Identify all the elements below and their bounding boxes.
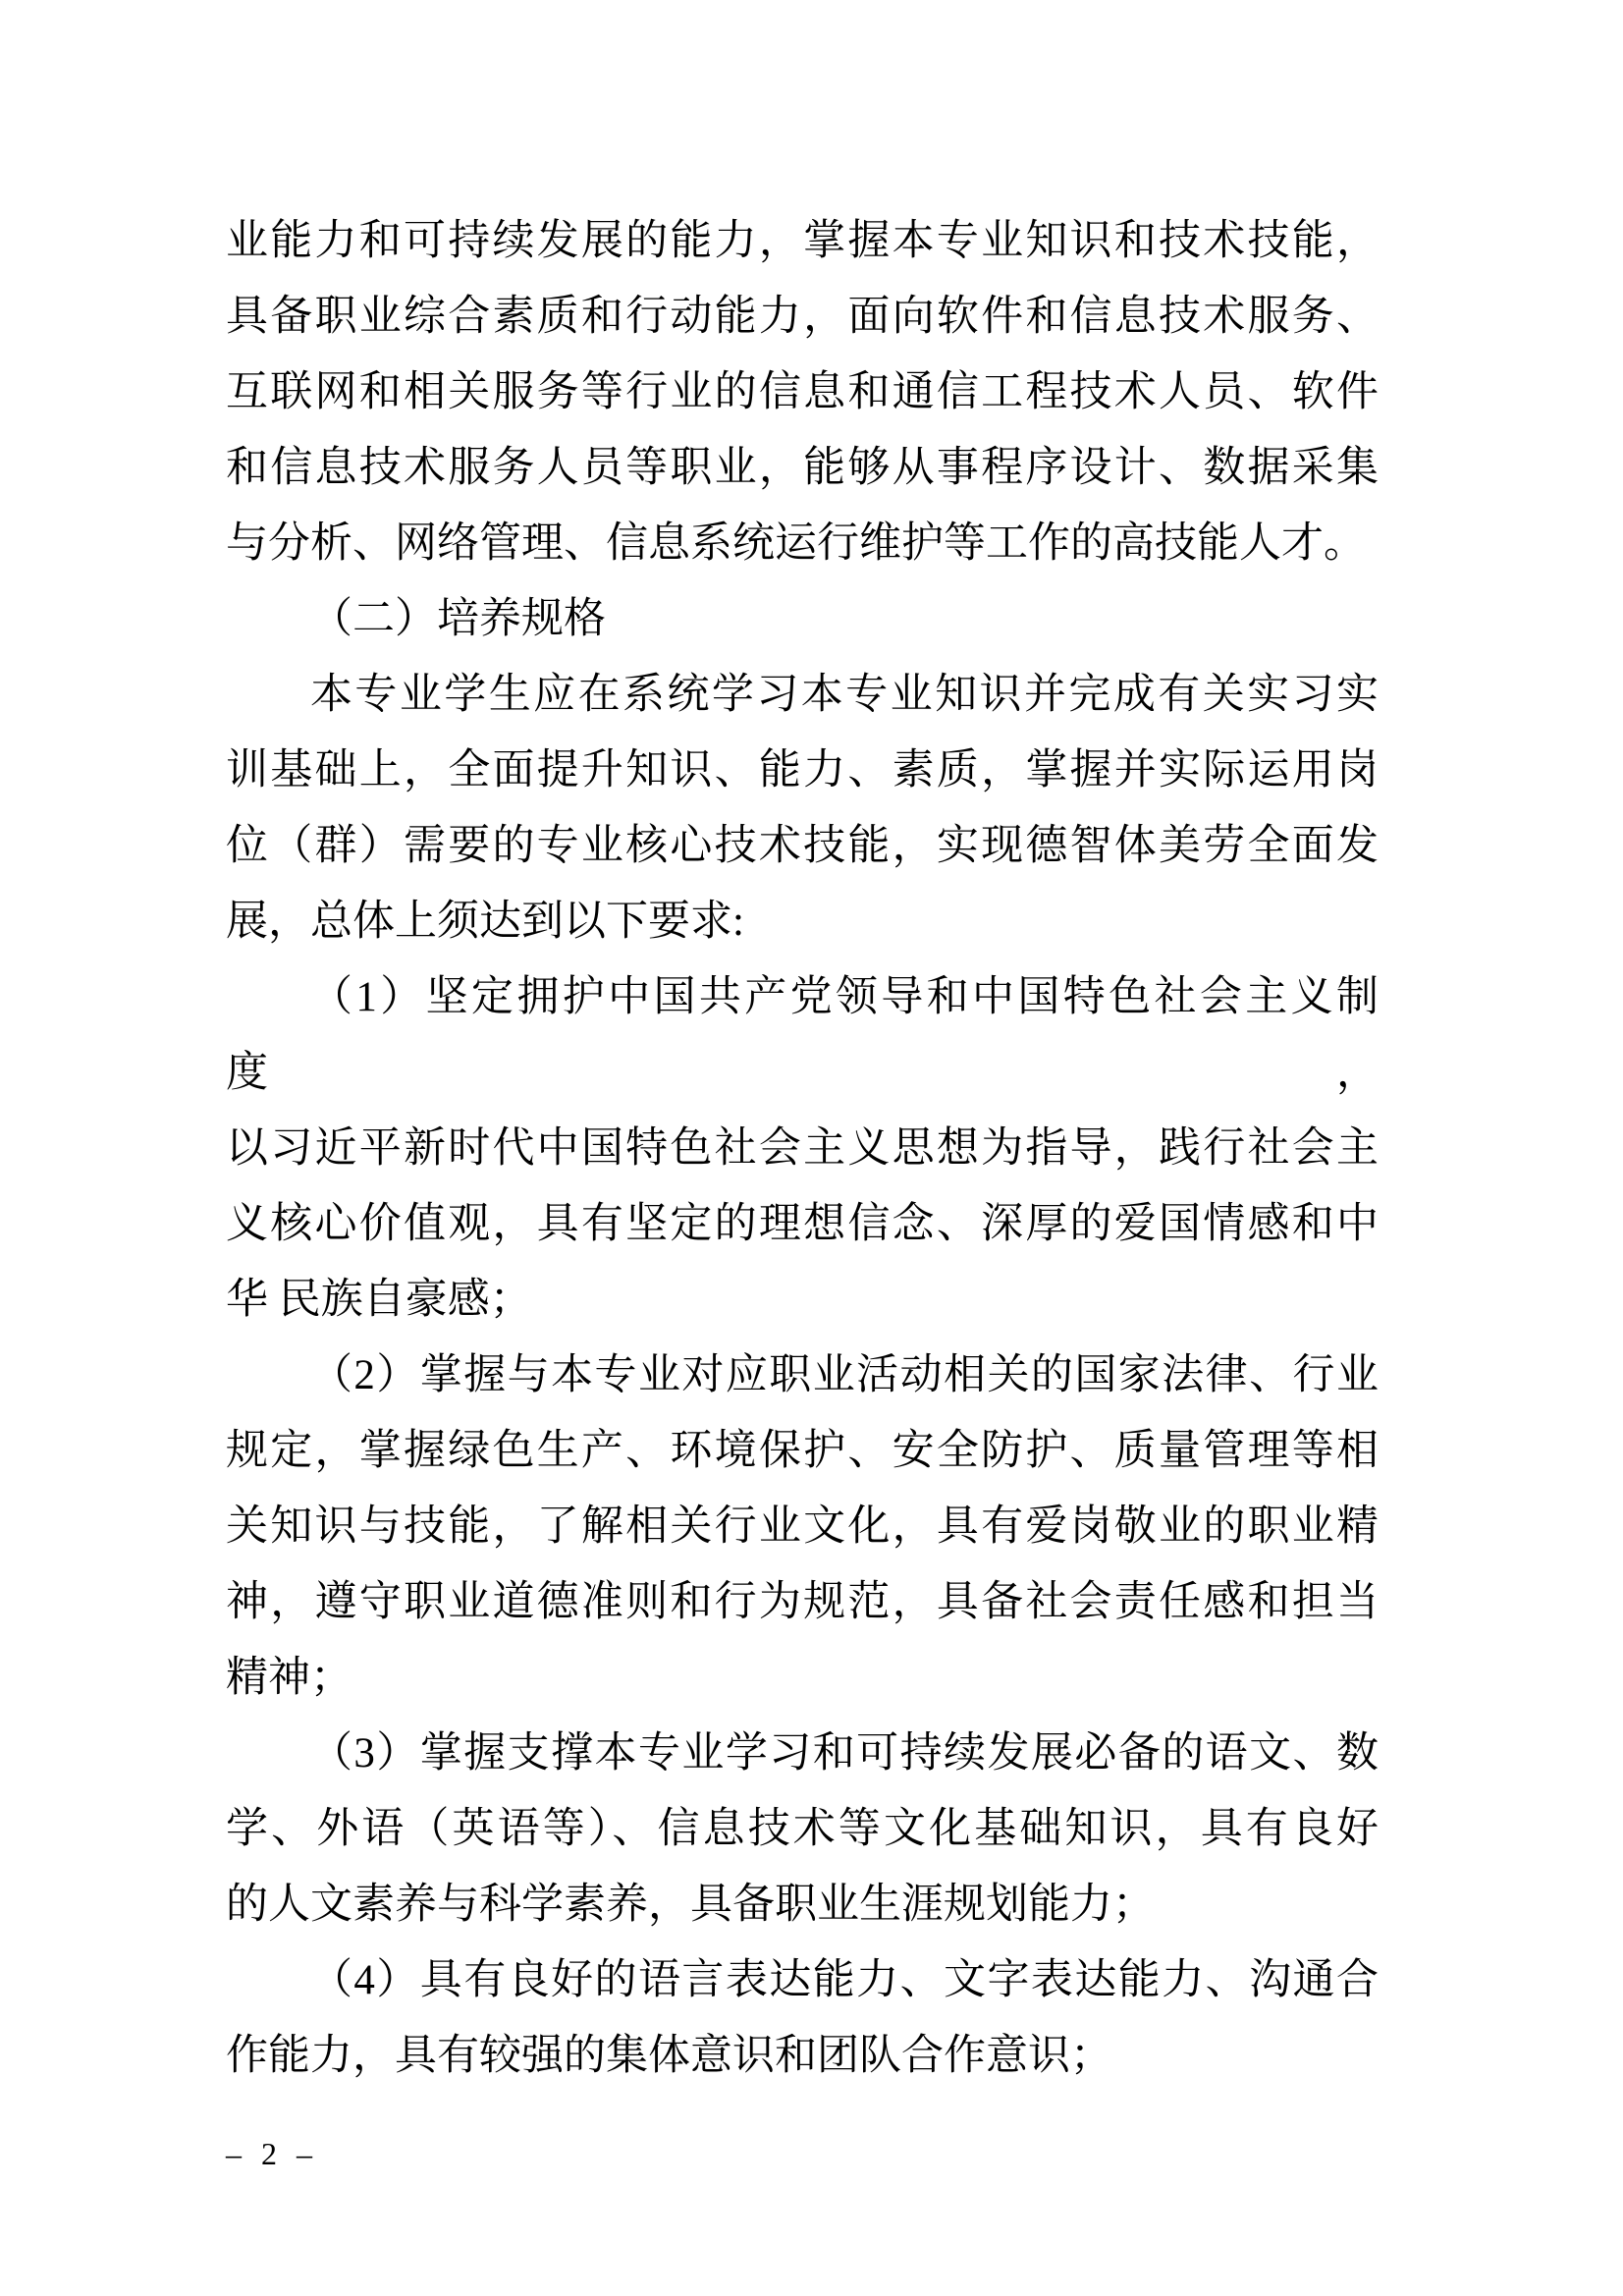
- text-line: （1）坚定拥护中国共产党领导和中国特色社会主义制度，: [226, 974, 1379, 1096]
- text-line: 与分析、网络管理、信息系统运行维护等工作的高技能人才。: [226, 520, 1366, 567]
- text-line: 本专业学生应在系统学习本专业知识并完成有关实习实: [310, 672, 1379, 718]
- text-line: 义核心价值观，具有坚定的理想信念、深厚的爱国情感和中: [226, 1201, 1379, 1247]
- text-line: （2）掌握与本专业对应职业活动相关的国家法律、行业: [310, 1352, 1379, 1398]
- text-line: 具备职业综合素质和行动能力，面向软件和信息技术服务、: [226, 294, 1379, 340]
- text-line: 作能力，具有较强的集体意识和团队合作意识；: [226, 2033, 1112, 2079]
- text-line: 的人文素养与科学素养，具备职业生涯规划能力；: [226, 1882, 1155, 1928]
- text-line: （3）掌握支撑本专业学习和可持续发展必备的语文、数: [310, 1730, 1379, 1777]
- text-line: 展，总体上须达到以下要求:: [226, 899, 744, 945]
- text-line: （二）培养规格: [310, 596, 606, 642]
- text-line: 学、外语（英语等）、信息技术等文化基础知识，具有良好: [226, 1806, 1379, 1852]
- text-line: （4）具有良好的语言表达能力、文字表达能力、沟通合: [310, 1957, 1379, 2003]
- text-line: 华 民族自豪感；: [226, 1277, 532, 1323]
- text-line: 规定，掌握绿色生产、环境保护、安全防护、质量管理等相: [226, 1428, 1379, 1474]
- document-body: [226, 203, 1379, 2094]
- text-line: 关知识与技能，了解相关行业文化，具有爱岗敬业的职业精: [226, 1503, 1379, 1550]
- text-line: 以习近平新时代中国特色社会主义思想为指导，践行社会主: [226, 1125, 1379, 1172]
- text-line: 位（群）需要的专业核心技术技能，实现德智体美劳全面发: [226, 823, 1379, 869]
- text-line: 神，遵守职业道德准则和行为规范，具备社会责任感和担当: [226, 1579, 1379, 1625]
- page-number: – 2 –: [226, 2136, 318, 2171]
- text-line: 互联网和相关服务等行业的信息和通信工程技术人员、软件: [226, 369, 1379, 415]
- text-line: 业能力和可持续发展的能力，掌握本专业知识和技术技能，: [226, 218, 1379, 264]
- text-line: 训基础上，全面提升知识、能力、素质，掌握并实际运用岗: [226, 747, 1379, 793]
- text-line: 精神；: [226, 1655, 352, 1701]
- text-line: 和信息技术服务人员等职业，能够从事程序设计、数据采集: [226, 445, 1379, 491]
